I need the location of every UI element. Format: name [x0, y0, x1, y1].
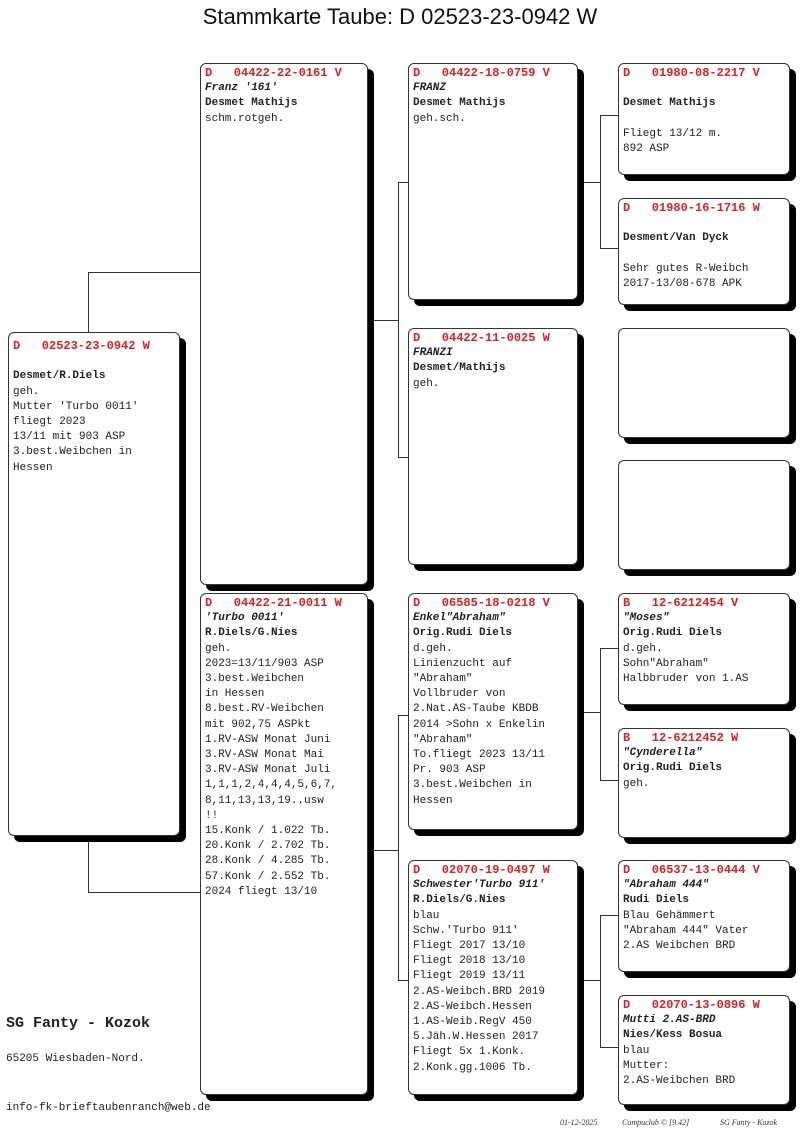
owner-name: SG Fanty - Kozok	[6, 1015, 151, 1032]
ring-number: D 06585-18-0218 V	[413, 596, 550, 610]
breeder: R.Diels/G.Nies	[205, 627, 298, 640]
connector	[578, 980, 600, 981]
info-line: blau	[623, 1044, 650, 1057]
info-line: "Abraham 444" Vater	[623, 924, 749, 937]
info-line: 15.Konk / 1.022 Tb.	[205, 825, 331, 838]
connector	[88, 892, 200, 893]
connector	[88, 272, 89, 332]
info-line: 28.Konk / 4.285 Tb.	[205, 855, 331, 868]
info-line: Fliegt 2017 13/10	[413, 940, 526, 953]
breeder: Orig.Rudi Diels	[623, 762, 723, 775]
connector	[578, 182, 600, 183]
pigeon-card-gs-sire-sire[interactable]	[408, 63, 578, 300]
info-line: Hessen	[13, 461, 53, 474]
pigeon-name	[13, 354, 175, 369]
info-line: 2.AS-Weibchen BRD	[623, 1075, 736, 1088]
info-line: 2.AS-Weibch.BRD 2019	[413, 985, 546, 998]
connector	[398, 457, 408, 458]
info-line: Mutter 'Turbo 0011'	[13, 400, 139, 413]
pigeon-card-ggd-4[interactable]	[618, 460, 790, 570]
info-line: 2.AS-Weibch.Hessen	[413, 1000, 532, 1013]
info-line: 892 ASP	[623, 142, 670, 155]
pigeon-name: "Abraham 444"	[623, 879, 709, 892]
ring-number: D 02070-19-0497 W	[413, 863, 550, 877]
info-line: Vollbruder von	[413, 688, 506, 701]
ring-number: D 04422-22-0161 V	[205, 66, 342, 80]
pigeon-name: Enkel"Abraham"	[413, 612, 506, 625]
breeder: Orig.Rudi Diels	[413, 627, 513, 640]
connector	[578, 712, 600, 713]
info-line: geh.	[205, 642, 232, 655]
page-title: Stammkarte Taube: D 02523-23-0942 W	[202, 4, 598, 29]
info-line: 3.best.Weibchen in	[13, 446, 132, 459]
ring-number: D 01980-16-1716 W	[623, 201, 760, 215]
info-line: 3.best.Weibchen in	[413, 779, 532, 792]
breeder: Desment/Van Dyck	[623, 232, 729, 245]
info-line: 2.AS Weibchen BRD	[623, 940, 736, 953]
pigeon-card-ggd-8[interactable]	[618, 995, 790, 1105]
breeder: Desmet/Mathijs	[413, 362, 506, 375]
ring-number: D 02070-13-0896 W	[623, 998, 760, 1012]
info-line: geh.	[13, 385, 40, 398]
info-line: 8,11,13,13,19..usw	[205, 794, 324, 807]
info-line: 3.RV-ASW Monat Juli	[205, 764, 331, 777]
pigeon-name: Franz '161'	[205, 82, 278, 95]
info-line: 1.RV-ASW Monat Juni	[205, 733, 331, 746]
info-line: 57.Konk / 2.552 Tb.	[205, 870, 331, 883]
pigeon-card-ggs-3[interactable]	[618, 328, 790, 438]
ring-number: D 04422-11-0025 W	[413, 331, 550, 345]
info-line: 8.best.RV-Weibchen	[205, 703, 324, 716]
pigeon-card-sire[interactable]	[200, 63, 368, 585]
info-line: Fliegt 2018 13/10	[413, 955, 526, 968]
info-line: 2.Konk.gg.1006 Tb.	[413, 1061, 532, 1074]
footer-date: 01-12-2025	[560, 1118, 598, 1127]
connector	[600, 1047, 618, 1048]
pigeon-name: FRANZ	[413, 82, 447, 95]
info-line	[623, 112, 785, 127]
info-line: 20.Konk / 2.702 Tb.	[205, 840, 331, 853]
ring-number: B 12-6212454 V	[623, 596, 739, 610]
info-line: Linienzucht auf	[413, 657, 513, 670]
info-line: 3.best.Weibchen	[205, 673, 305, 686]
breeder: Desmet Mathijs	[623, 97, 716, 110]
info-line: 5.Jäh.W.Hessen 2017	[413, 1031, 539, 1044]
connector	[600, 915, 601, 1047]
connector	[600, 115, 601, 248]
connector	[398, 715, 408, 716]
pigeon-card-ggs-5[interactable]	[618, 593, 790, 705]
owner-city: 65205 Wiesbaden-Nord.	[6, 1053, 145, 1065]
pigeon-card-gs-dam-sire[interactable]	[408, 593, 578, 830]
info-line: Sohn"Abraham"	[623, 657, 709, 670]
pigeon-name: 'Turbo 0011'	[205, 612, 285, 625]
info-line: schm.rotgeh.	[205, 112, 285, 125]
ring-number: D 06537-13-0444 V	[623, 863, 760, 877]
info-line: 1.AS-Weib.RegV 450	[413, 1016, 532, 1029]
pigeon-name	[623, 81, 785, 96]
info-line: geh.	[623, 777, 650, 790]
info-line: Schw.'Turbo 911'	[413, 924, 519, 937]
info-line: 1,1,1,2,4,4,4,5,6,7,	[205, 779, 338, 792]
info-line: Fliegt 13/12 m.	[623, 127, 723, 140]
pigeon-card-subject[interactable]	[8, 332, 180, 836]
pigeon-name: Schwester'Turbo 911'	[413, 879, 546, 892]
pigeon-card-dam[interactable]	[200, 593, 368, 1095]
ring-number: B 12-6212452 W	[623, 731, 739, 745]
info-line: 2017-13/08-678 APK	[623, 277, 742, 290]
ring-number: D 01980-08-2217 V	[623, 66, 760, 80]
connector	[398, 980, 408, 981]
info-line: mit 902,75 ASPkt	[205, 718, 311, 731]
connector	[600, 248, 618, 249]
breeder: Desmet Mathijs	[205, 97, 298, 110]
connector	[600, 115, 618, 116]
info-line: blau	[413, 909, 440, 922]
ring-number: D 04422-21-0011 W	[205, 596, 342, 610]
owner-email[interactable]: info-fk-brieftaubenranch@web.de	[6, 1102, 211, 1114]
connector	[600, 780, 618, 781]
info-line: To.fliegt 2023 13/11	[413, 749, 546, 762]
footer-owner: SG Fanty - Kozok	[720, 1118, 778, 1127]
info-line: Fliegt 5x 1.Konk.	[413, 1046, 526, 1059]
info-line: d.geh.	[413, 642, 453, 655]
pigeon-card-gd-dam-dam[interactable]	[408, 860, 578, 1095]
connector	[398, 182, 399, 457]
connector	[368, 320, 398, 321]
pigeon-name	[623, 216, 785, 231]
info-line: d.geh.	[623, 642, 663, 655]
breeder: Desmet Mathijs	[413, 97, 506, 110]
ring-number: D 02523-23-0942 W	[13, 339, 150, 353]
info-line: geh.	[413, 377, 440, 390]
footer-software: Compuclub © [9.42]	[622, 1118, 690, 1127]
info-line: 13/11 mit 903 ASP	[13, 431, 126, 444]
pigeon-name: "Cynderella"	[623, 747, 703, 760]
pigeon-card-ggs-7[interactable]	[618, 860, 790, 972]
connector	[88, 272, 200, 273]
info-line: 2024 fliegt 13/10	[205, 885, 318, 898]
pigeon-name: FRANZI	[413, 347, 453, 360]
ring-number: D 04422-18-0759 V	[413, 66, 550, 80]
info-line: 2.Nat.AS-Taube KBDB	[413, 703, 539, 716]
connector	[600, 648, 601, 780]
info-line	[623, 247, 785, 262]
info-line: Mutter:	[623, 1059, 670, 1072]
connector	[398, 182, 408, 183]
info-line: Blau Gehämmert	[623, 909, 716, 922]
info-line: fliegt 2023	[13, 416, 86, 428]
breeder: Orig.Rudi Diels	[623, 627, 723, 640]
info-line: !!	[205, 809, 219, 822]
info-line: in Hessen	[205, 688, 265, 701]
connector	[600, 915, 618, 916]
pigeon-card-ggs-1[interactable]	[618, 63, 790, 175]
pigeon-name: "Moses"	[623, 612, 670, 625]
info-line: Fliegt 2019 13/11	[413, 970, 526, 983]
connector	[600, 648, 618, 649]
info-line: Sehr gutes R-Weibch	[623, 262, 749, 275]
breeder: R.Diels/G.Nies	[413, 894, 506, 907]
info-line: Pr. 903 ASP	[413, 764, 486, 777]
info-line: 3.RV-ASW Monat Mai	[205, 749, 324, 762]
connector	[398, 715, 399, 980]
info-line: "Abraham"	[413, 673, 473, 686]
connector	[88, 836, 89, 892]
breeder: Desmet/R.Diels	[13, 370, 106, 383]
breeder: Nies/Kess Bosua	[623, 1029, 723, 1042]
pigeon-card-gd-sire-dam[interactable]	[408, 328, 578, 565]
info-line: 2023=13/11/903 ASP	[205, 657, 324, 670]
pigeon-name: Mutti 2.AS-BRD	[623, 1014, 716, 1027]
pigeon-card-ggd-6[interactable]	[618, 728, 790, 838]
info-line: "Abraham"	[413, 733, 473, 746]
info-line: 2014 >Sohn x Enkelin	[413, 718, 546, 731]
info-line: geh.sch.	[413, 112, 466, 125]
connector	[368, 850, 398, 851]
breeder: Rudi Diels	[623, 894, 690, 907]
pigeon-card-ggd-2[interactable]	[618, 198, 790, 305]
info-line: Halbbruder von 1.AS	[623, 673, 749, 686]
info-line: Hessen	[413, 794, 453, 807]
